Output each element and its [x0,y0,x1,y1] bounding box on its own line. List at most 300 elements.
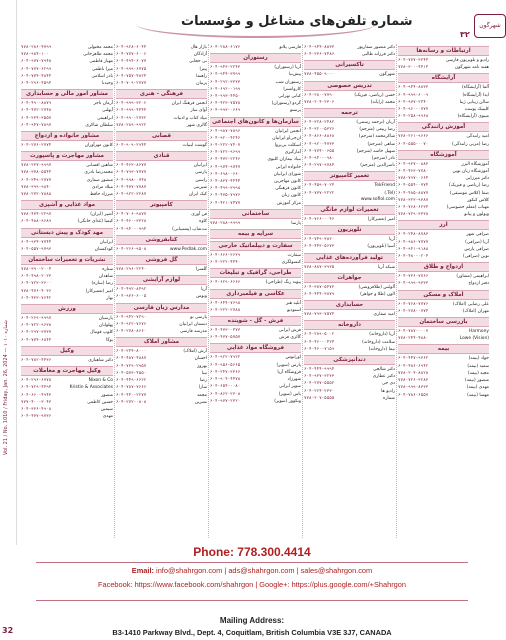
listing-phone[interactable]: ۶۰۴-۹۲۲-۷۶۷۶ [116,320,147,326]
listing-entry [116,58,207,65]
listing-phone[interactable]: ۶۰۴-۴۷۷-۷۷۸۷ [116,183,147,189]
category-heading: ازدواج و طلاق [398,262,489,272]
listing-entry [398,133,489,140]
listing-entry [210,93,301,100]
listing-entry [398,246,489,253]
listing-name: شاهدان [98,274,113,280]
listing-entry [116,328,207,335]
listing-name: اسکلت بی‌پروا [274,143,301,149]
listing-phone[interactable]: ۶۰۴-۳۲۸-۲۴۸۲ [304,119,335,125]
listing-phone[interactable]: ۶۰۴-۷۶۸-۷۷۷۶ [398,300,429,306]
listing-phone[interactable]: ۶۰۴-۲۷۷-۵۵۵۲ [304,380,335,386]
listing-entry [398,301,489,308]
listing-entry [21,399,113,406]
listing-phone[interactable]: ۶۰۴-۹۹۸-۰۷۴۸ [116,176,147,182]
listing-name: سالن زیبایی ژینا [459,99,489,105]
listing-phone[interactable]: ۶۰۴-۷۶۸-۶۲۳۴ [398,204,429,210]
listing-name: آیهلنی [102,108,113,114]
listing-phone[interactable]: ۶۰۴-۴۴۰-۲۲۷۷ [116,391,147,397]
listing-name: مهتاب (معلم خصوصی) [446,205,489,211]
listing-phone[interactable]: ۶۰۴-۹۲۰-۴۷۳۳ [304,140,335,146]
listing-phone[interactable]: ۷۷۸-۳۹۰-۲۰۰۴ [21,266,52,272]
email-addresses[interactable]: info@shahrgon.com | ads@shahrgon.com | sales@shahrgon.com [156,566,373,575]
listing-name: رستوران شب [275,79,301,85]
listing-phone[interactable]: ۷۷۸-۹۸۴-۱۰۰ [21,51,49,57]
listing-phone[interactable]: ۶۰۴-۴۹۸-۲۰۲۳ [21,273,52,279]
listing-name: کودکستان [94,246,113,252]
listing-name: سهیل خامنه (مترجم) [356,148,395,154]
listing-phone[interactable]: ۶۰۴-۹۰۴-۴۴۷۸ [210,376,241,382]
listing-phone[interactable]: ۶۰۴-۷۷۷-۶۲۹۹ [21,65,52,71]
listing-name: مدرسه فارسی [179,329,207,335]
listing-name: کاروانسرا [283,86,301,92]
listing-entry [210,185,301,192]
listing-phone[interactable]: ۷۷۸-۳۲۳-۹۳۸۷ [398,196,429,202]
listing-phone[interactable]: ۶۰۴-۴۵۹-۷۰۲۴ [304,182,335,188]
listing-name: گوشت لبنیات [182,143,207,149]
listing-phone[interactable]: ۶۰۴-۹۴۱-۹۱۸۸ [398,245,429,251]
listing-phone[interactable]: ۶۰۴-۹۴۴-۸۸۳۳ [304,44,335,49]
listing-phone[interactable]: ۶۰۴-۹۳۴-۷۷۴۴ [21,238,52,244]
listing-name: یاس (سوپر) [278,391,301,397]
listing-name: بهار [106,295,113,301]
listing-phone[interactable]: ۶۰۴-۲۸۹-۵۰۰۲ [304,331,335,337]
listing-phone[interactable]: ۶۰۴-۶۶۶-۲۶۳۹ [210,252,241,258]
category-heading: جواهرات [304,273,395,283]
listing-phone[interactable]: ۶۰۴-۴۳۳-۷۶۴۲ [21,294,52,300]
listing-phone[interactable]: ۶۰۴-۴۹۲-۸۴۹۲ [116,286,147,292]
listing-name: آلما (آرایشگاه) [461,85,489,91]
listing-name: ابراهیمی [97,115,113,121]
listing-phone[interactable]: ۶۰۴-۷۷۷-۲۲۲۲ [304,189,335,195]
listing-phone[interactable]: ۶۰۴-۶۹۸-۰۶۶۰ [210,170,241,176]
listing-phone[interactable]: ۶۰۴-۵۷۳-۴۵۵۰ [116,369,147,375]
listing-phone[interactable]: ۶۰۴-۴۸۵-۸۸۷۷ [398,189,429,195]
listing-phone[interactable]: ۶۰۴-۷۷۷-۶۰۰۶ [116,51,147,57]
listing-phone[interactable]: ۶۰۴-۷۲۹-۲۹۵۷ [116,362,147,368]
listing-phone[interactable]: ۶۰۴-۴۹۹-۳۹۹۸ [210,185,241,191]
listing-entry [304,155,395,162]
listing-entry [116,355,207,362]
listing-phone[interactable]: ۶۰۴-۲۴۷-۳۳۶۶ [210,368,241,374]
listing-name: مینوی (آرایشگاه) [457,114,489,120]
listing-phone[interactable]: ۶۰۴-۷۸۷-۷۶۶۶ [116,384,147,390]
listing-phone[interactable]: ۶۰۴-۴۸۶-۶۹۴۲ [398,362,429,368]
listing-entry [398,231,489,238]
listing-phone[interactable]: ۶۰۴-۷۵۷-۴۸۲۴ [116,72,147,78]
listing-phone[interactable]: ۷۷۸-۴۵۵-۹۰۰۰ [304,71,335,77]
listing-phone[interactable]: ۶۰۴-۸۶۲-۲۳۰۸ [210,390,241,396]
listing-phone[interactable]: ۷۷۸-۲۰۴-۸۸۲۸ [398,369,429,375]
listing-phone[interactable]: ۶۰۴-۹۲۰-۴۲۴۶ [210,134,241,140]
listing-phone[interactable]: ۶۰۴-۹۷۷-۲۳۲۰ [210,397,241,403]
listing-phone[interactable]: ۶۰۴-۷۷۷-۳۳۴۴ [398,57,429,62]
listing-name: میرا ناظمی [92,66,113,72]
listing-entry [116,392,207,399]
listing-entry [398,392,489,399]
listing-phone[interactable]: ۶۰۴-۷۷۴-۴۸۴۴ [21,72,52,78]
listing-entry [398,182,489,189]
listing-name: نادر (مترجم) [371,156,395,162]
listing-phone[interactable]: ۷۷۸-۸۸۷-۳۹۳۵ [304,263,335,269]
listing-phone[interactable]: ۶۰۴-۳۲۰-۵۳۲۶ [304,126,335,132]
listing-name: ایرانیان [193,163,207,169]
listing-entry [116,211,207,218]
listing-phone[interactable]: ۶۰۴-۴۲۳-۷۵۷۸ [210,100,241,106]
listing-phone[interactable]: ۶۰۴-۹۲۸-۶۰۴۴ [116,44,147,49]
listing-phone[interactable]: ۷۷۸-۲۳۷-۹۹۹۷ [21,162,52,168]
listing-phone[interactable]: ۶۰۴-۴۴۳-۵۶۷۳ [304,243,335,249]
listing-name: فارسی پلاتو [279,45,301,50]
listing-phone[interactable]: ۷۷۸-۹۹۹-۸۳۳۳ [398,384,429,390]
listing-entry [21,80,113,87]
listing-phone[interactable]: ۶۰۴-۶۵۴-۰۰۸۰ [210,383,241,389]
listing-phone[interactable]: ۶۰۴-۸۳۷-۴۴۴۴ [210,178,241,184]
listing-phone[interactable]: ۶۰۴-۹۹۹-۹۳۳۳ [398,280,429,286]
directory-column [396,44,490,538]
listing-entry [398,141,489,148]
listing-phone[interactable]: ۶۰۴-۲۹۶-۴۵۹۴ [21,80,52,86]
listing-entry [398,113,489,120]
listing-phone[interactable]: ۶۰۴-۹۳۷-۰۸۸۳ [398,160,429,166]
listing-name: شاکرمحمد (مترجم) [358,134,395,140]
listing-phone[interactable]: ۶۰۴-۲۴۴-۸۰۰۰ [116,348,147,354]
listing-phone[interactable]: ۷۷۸-۲۷۲-۷۸۸۸ [21,191,52,197]
footer-email-line [16,566,488,575]
listing-phone[interactable]: ۷۷۸-۲۶۱-۹۶۶۶ [398,133,429,139]
listing-name: ونوس [196,294,207,300]
listing-name: سیمین [100,406,113,412]
listing-name: آریا [201,287,207,293]
listing-phone[interactable]: ۷۷۸-۲۸۹-۹۹۲۲ [116,121,147,127]
listing-phone[interactable]: ۶۰۴-۲۲۲-۴۴۴۰ [210,259,241,265]
listing-phone[interactable]: ۶۰۴-۹۸۶-۷۷۷۷ [398,238,429,244]
listing-phone[interactable]: ۶۰۴-۷۸۷-۰۰۰۷ [398,328,429,334]
listing-phone[interactable]: ۷۷۸-۳۹۹-۹۸۴۰ [21,183,52,189]
listing-phone[interactable]: ۶۰۴-۴۶۳-۸۶۷۷ [116,162,147,168]
listing-phone[interactable]: ۶۰۴-۹۶۰-۰۷۷۷ [398,106,429,112]
listing-phone[interactable]: ۶۰۴-۹۴۴-۸۸۳۳ [398,84,429,90]
listing-phone[interactable]: ۶۰۴-۵۵۴-۰۷۷۴ [398,182,429,188]
listing-name: کانون مهرآوران [84,143,113,149]
listing-name: پرستو [290,108,301,114]
listing-phone[interactable]: ۶۰۴-۷۰۶-۹۸۷۷ [116,211,147,217]
category-heading: تاکسیرانی [304,60,395,70]
listing-phone[interactable]: ۶۰۴-۷۸۲-۴۴۳۶ [21,356,52,362]
listing-phone[interactable]: ۶۰۴-۹۸۷-۷۸۹۶ [210,127,241,133]
listing-phone[interactable]: ۶۰۴-۳۳۶-۴۹۰۸ [21,405,52,411]
listing-phone[interactable]: ۶۰۴-۹۰۹-۲۹۴۴ [116,142,147,148]
category-heading: فروشگاه مواد غذایی [210,343,301,353]
listing-name: احسان [194,356,207,362]
listing-phone[interactable]: ۶۰۴-۹۳۶-۶۰۰۵ [116,293,147,299]
listing-phone[interactable]: ۶۰۴-۹۴۰-۰۹۹۴ [116,225,147,231]
listing-phone[interactable]: ۶۰۴-۴۷۲-۲۲۴۶ [210,156,241,162]
listing-phone[interactable]: ۶۰۴-۴۸۷-۴۸۸۷ [116,355,147,361]
listing-phone[interactable]: ۶۰۴-۲۷۸-۰۷۷۴ [398,307,429,313]
listing-entry [304,141,395,148]
listing-phone[interactable]: ۶۰۴-۴۷۵-۷۹۷۶ [210,192,241,198]
listing-phone[interactable]: ۶۰۴-۹۹۳-۴۴۵۰ [210,93,241,99]
listing-name: آموزشگاه البرز [461,161,489,167]
listing-phone[interactable]: ۶۰۴-۷۲۳-۳۶۰۰ [21,280,52,286]
footer-social[interactable]: Facebook: https://www.facebook.com/shahrgon | Google+: https://plus.google.com/+Shahrgon [98,580,406,589]
listing-name: پرنیان [196,81,207,87]
listing-entry [398,273,489,280]
listing-phone[interactable]: ۶۰۴-۷۰۹-۲۷۷۷ [116,80,147,86]
listing-phone[interactable]: ۶۰۴-۵۵۷-۹۷۹۳ [21,245,52,251]
listing-entry [116,142,207,149]
listing-phone[interactable]: ۶۰۴-۷۳۶-۷۷۶۶ [398,273,429,279]
listing-name: بنیاد کتاب و ادبیات [173,115,207,121]
listing-phone[interactable]: ۷۷۸-۲۰۷-۵۵۵۵ [304,394,335,400]
listing-phone[interactable]: ۶۰۴-۴۷۷-۹۷۳۶ [21,413,52,419]
listing-phone[interactable]: ۶۰۴-۳۴۹-۲۷۷۷ [21,176,52,182]
category-heading: وکیل مهاجرت و معاملات [21,366,113,376]
listing-phone[interactable]: ۶۰۴-۴۶۰-۷۱۵۹ [304,345,335,351]
listing-name: رضا (ریاضی و فیزیک) [449,183,489,189]
listing-entry [398,253,489,260]
listing-entry [116,191,207,198]
listing-phone[interactable]: ۶۰۴-۲۸۰-۷۷۹۰ [304,91,335,97]
listing-entry [116,107,207,114]
listing-name: کانون زنان [281,193,301,199]
listing-phone[interactable]: ۷۷۸-۲۹۶-۲۲۴۰ [116,266,147,272]
listing-phone[interactable]: ۷۷۸-۷۹۳-۷۵۷۴ [304,311,335,317]
listing-name: سلطان شاکری [85,122,113,128]
listing-entry [116,384,207,391]
listing-phone[interactable]: ۶۰۴-۲۴۸-۸۷۸۳ [398,231,429,237]
listing-entry [116,370,207,377]
page-number: 32 [2,626,14,635]
listing-name: آتلیه هنر [285,300,301,306]
listing-name: صفا (کلاس موسیقی) [449,190,489,196]
listing-phone[interactable]: ۶۰۴-۲۲۲-۷۴۰۷ [210,142,241,148]
listing-phone[interactable]: ۶۰۴-۲۹۲-۳۳۳۳ [210,78,241,84]
listing-phone[interactable]: ۶۰۴-۹۳۷-۳۲۳۳ [304,373,335,379]
category-heading: مواد غذایی و آشپزی [21,200,113,210]
listing-name: نوین (صرافی) [462,254,489,260]
listing-entry [398,57,489,64]
category-heading: املاک و مسکن [398,290,489,300]
listing-name: آزادگان [193,52,207,58]
listing-name: کیک ایران [188,192,207,198]
listing-name: بی حجابی [188,59,207,65]
listing-name: آریا [389,237,395,243]
listing-phone[interactable]: ۶۰۴-۷۶۶-۰۰۴۶ [304,216,335,222]
listing-phone[interactable]: ۶۰۴-۹۴۲-۷۲۹۰ [116,313,147,319]
listing-phone[interactable]: ۶۰۴-۹۲۲-۷۹۲۲ [210,354,241,360]
listing-phone[interactable]: ۶۰۴-۲۵۸-۹۹۶۸ [398,113,429,119]
listing-name: شبکه آریا [377,264,395,270]
listing-phone[interactable]: ۶۰۴-۲۹۶-۶۷۷۸ [21,377,52,383]
listing-entry [304,339,395,346]
listing-phone[interactable]: ۶۰۴-۲۳۶-۷۴۸۶ [304,51,335,57]
listing-entry [21,122,113,129]
listing-entry [210,86,301,93]
footer-divider [36,562,468,563]
listing-phone[interactable]: ۶۰۴-۴۷۲-۲۷۴۸ [21,107,52,113]
listing-phone[interactable]: ۶۰۴-۷۲۲-۹۶۹۹ [210,149,241,155]
listing-phone[interactable]: ۶۰۴-۶۴۴-۷۶۹۸ [210,299,241,305]
listing-entry [398,99,489,106]
listing-entry [116,80,207,87]
category-heading: تدریس خصوصی [304,81,395,91]
category-heading: ترجمه [304,108,395,118]
listing-name: کلوپ فوتبال [90,330,113,336]
listing-phone[interactable]: ۶۰۴-۴۲۱-۷۴۷۷ [210,199,241,205]
listing-phone[interactable]: ۶۰۴-۹۵۶-۵۶۶۵ [210,361,241,367]
listing-name: شیرینی [193,184,207,190]
listing-phone[interactable]: ۶۰۴-۲۶۴-۲۳۳۰ [304,387,335,393]
listing-entry [116,246,207,253]
listing-phone[interactable]: ۶۰۴-۲۳۴-۳۵۵۷ [21,114,52,120]
listing-name: مهران (املاک) [462,308,489,314]
listing-phone[interactable]: ۶۰۴-۷۷۴-۰۶۵۵ [304,147,335,153]
listing-phone[interactable]: ۶۰۴-۹۹۰-۲۷۳۲ [116,114,147,120]
listing-entry [398,190,489,197]
listing-entry [210,200,301,207]
listing-entry [304,197,395,203]
listing-phone[interactable]: ۷۷۸-۲۴۴-۴۸۸۰ [398,335,429,341]
listing-phone[interactable]: ۶۰۴-۶۹۲-۰۱۹۹ [210,85,241,91]
listing-phone[interactable]: ۶۰۴-۳۸۷-۵۴۷۳ [304,283,335,289]
listing-phone[interactable]: ۶۰۴-۴۶۳-۷۷۸۰ [398,168,429,174]
listing-phone[interactable]: ۶۰۴-۴۹۴-۶۰۷۷ [116,58,147,64]
category-heading: سرایه و بیمه [210,229,301,239]
listing-phone[interactable]: ۶۰۴-۷۹۳-۷۷۷۷ [116,169,147,175]
listing-phone[interactable]: ۷۷۸-۳۰۰-۴۴۱۴ [398,64,429,70]
listing-phone[interactable]: ۶۰۴-۴۷۳-۰۴۷۳ [210,327,241,333]
listing-phone[interactable]: ۶۰۴-۲۷۲-۰۸۰۸ [116,398,147,404]
listing-phone[interactable]: ۷۷۷-۴۰۰-۳۰۴۳ [21,398,52,404]
listing-entry [116,293,207,300]
listing-name: ستاره [102,267,113,273]
listing-phone[interactable]: ۶۰۴-۲۸۸-۶۱۷۶ [210,44,241,49]
listing-entry [304,190,395,197]
listing-phone[interactable]: ۷۷۸-۲۰۴-۲۳۰۶ [304,98,335,104]
listing-name: مهدی [102,414,113,420]
listing-phone[interactable]: ۶۰۴-۹۴۳-۲۲۴۳ [210,64,241,70]
listing-phone[interactable]: ۶۰۴-۹۲۲-۳۲۸۷ [116,191,147,197]
listing-phone[interactable]: ۶۰۴-۷۸۶-۶۵۵۷ [398,391,429,397]
listing-entry [116,162,207,169]
listing-phone[interactable]: ۶۰۴-۴۶۰-۳۳۲۸ [116,218,147,224]
listing-entry [304,126,395,133]
listing-entry [210,398,301,405]
listing-phone[interactable]: ۶۰۴-۹۴۷-۷۸۹۷ [21,121,52,127]
listing-phone[interactable]: ۷۷۸-۳۷۸-۵۵۴۴ [21,169,52,175]
listing-phone[interactable]: ۶۰۴-۵۵۵-۰۰۷۰ [398,140,429,146]
listing-phone[interactable]: ۶۰۴-۹۷۴-۹۷۴۷ [210,163,241,169]
listing-phone[interactable]: ۶۰۴-۴۸۸-۹۶۸۹ [21,218,52,224]
listing-entry [21,322,113,329]
listing-phone[interactable]: ۶۰۴-۲۶۹-۹۹۹۷ [21,315,52,321]
listing-phone[interactable]: ۶۰۴-۲۷۸-۸۶۶۰ [116,328,147,334]
listing-phone[interactable]: ۷۷۸-۷۹۷-۰۶۶۴ [398,175,429,181]
listing-phone[interactable]: ۷۷۸-۷۲۶-۳۲۸۳ [398,377,429,383]
listing-entry [304,236,395,243]
listing-phone[interactable]: ۶۰۴-۴۸۰-۰۲۰۴ [398,253,429,259]
listing-entry [21,44,113,51]
listing-entry [398,64,489,71]
listing-phone[interactable]: ۶۰۴-۴۷۷-۵۷۵۷ [210,334,241,340]
listing-name: راسین [195,177,207,183]
listing-entry [21,246,113,253]
category-heading: دندانپزشکی [304,355,395,365]
listing-phone[interactable]: ۶۰۴-۹۹۹-۶۷۷۵ [116,65,147,71]
listing-name: ویولون و پیانو [464,212,489,218]
listing-name: الون (طلا و جواهر) [360,292,395,298]
category-heading: قصابی [116,131,207,141]
mailing-address: B3-1410 Parkway Blvd., Dept. 4, Coquitlam, British Columbia V3E 3J7, CANADA [112,628,392,637]
listing-phone[interactable]: ۶۰۴-۷۲۲-۹۶۳۸ [21,322,52,328]
listing-phone[interactable]: ۶۰۴-۹۴۰-۰۹۸۰ [304,155,335,161]
listing-phone[interactable]: ۶۰۴-۲۷۶-۲۷۷۴ [21,142,52,148]
listing-phone[interactable]: ۶۰۴-۴۶۰-۰۴۲۴ [304,338,335,344]
listing-phone[interactable]: ۶۰۴-۶۲۹-۶۶۶۶ [210,279,241,285]
listing-entry [398,175,489,182]
listing-phone[interactable]: ۶۰۴-۹۹۹-۴۴۴۴ [116,107,147,113]
listing-phone[interactable]: ۶۰۴-۲۶۶-۹۵۰۸ [116,245,147,251]
listing-entry [304,51,395,58]
listing-phone[interactable]: ۷۷۸-۲۸۶-۴۷۹۹ [21,44,52,49]
listing-name: بهروز [197,363,207,369]
listing-phone[interactable]: ۶۰۴-۷۷۴-۶۸۴۴ [21,336,52,342]
listing-phone[interactable]: ۶۰۴-۸۶۶-۸۸۶۸ [304,133,335,139]
listing-phone[interactable]: ۶۰۴-۲۹۷-۳۷۳۷ [21,329,52,335]
listing-phone[interactable]: ۷۷۸-۲۸۸-۹۹۹۹ [210,219,241,225]
listing-name: رادیو ها [381,388,395,394]
listing-entry [210,391,301,398]
listing-name: دفتر ازدواج [468,281,489,287]
listing-entry [21,406,113,413]
listing-phone[interactable]: ۶۰۴-۹۹۳-۰۶۶۹ [210,107,241,113]
listing-phone[interactable]: ۶۰۴-۴۴۴-۳۸۷۹ [304,291,335,297]
listing-phone[interactable]: ۶۰۴-۹۴۴-۳۷۹۹ [210,71,241,77]
listing-entry [21,107,113,114]
listing-entry [116,218,207,225]
listing-phone[interactable]: ۶۰۴-۹۷۷-۲۴۴۰ [398,98,429,104]
listing-phone[interactable]: ۶۰۴-۷۲۹-۴۴۹۴ [21,384,52,390]
listing-phone[interactable]: ۶۰۴-۶۶۰-۴۹۴۳ [21,391,52,397]
listing-phone[interactable]: ۶۰۴-۴۴۹-۶۶۲۲ [116,377,147,383]
listing-phone[interactable]: ۶۰۴-۹۷۷-۷۹۴۸ [21,58,52,64]
listing-entry [304,162,395,169]
listing-phone[interactable]: ۶۰۴-۹۹۹-۳۲۰۶ [116,100,147,106]
listing-phone[interactable]: ۶۰۴-۷۴۹-۳۸۲۰ [304,236,335,242]
issue-info: Vol. 21 / No. 1010 / Friday, Jan. 26, 2024 — شماره ۱۰۱۰ [3,320,9,456]
listing-phone[interactable]: ۷۷۸-۷۲۹-۳۳۳۸ [398,211,429,217]
listing-name: انجمن ایرانیان [275,128,301,134]
listing-phone[interactable]: ۶۰۴-۴۴۷-۹۳۶۲ [398,355,429,361]
listing-phone[interactable]: ۶۰۴-۴۹۰-۸۸۷۹ [21,100,52,106]
listing-entry [398,92,489,99]
listing-phone[interactable]: ۶۰۴-۲۹۷-۹۷۸۴ [304,162,335,168]
listing-phone[interactable]: ۷۷۸-۴۷۶-۴۰۳۶ [21,287,52,293]
listing-phone[interactable]: ۶۰۴-۴۴۴-۹۹۹۴ [304,366,335,372]
listing-phone[interactable]: ۶۰۴-۲۲۲-۲۷۸۸ [210,306,241,312]
listing-entry [304,311,395,318]
listing-entry [116,321,207,328]
category-heading: تلویزیون [304,225,395,235]
listing-entry [210,135,301,142]
listing-phone[interactable]: ۶۰۴-۹۹۹-۶۰۰۹ [398,91,429,97]
category-heading: مشاور امور مالی و حسابداری [21,89,113,99]
category-heading: مدارس زبان فارسی [116,303,207,313]
directory-column [302,44,396,538]
listing-phone[interactable]: ۷۷۸-۴۷۴-۲۲۹۷ [21,211,52,217]
